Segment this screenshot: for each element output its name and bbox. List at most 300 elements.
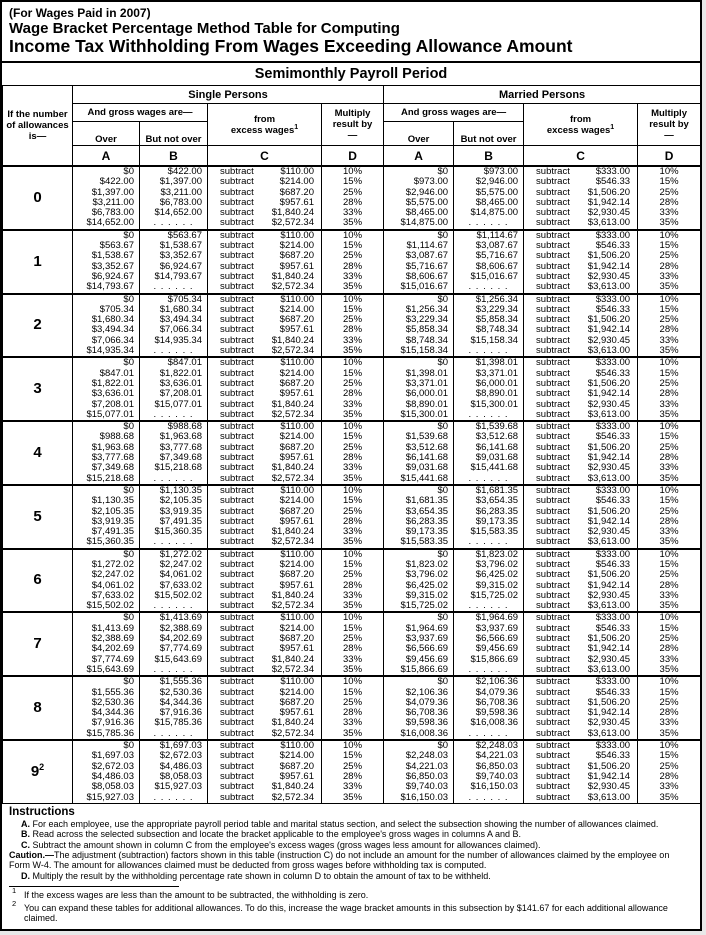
- multiply-rate-value: 28%: [659, 324, 679, 336]
- multiply-rate-value: 10%: [343, 357, 363, 369]
- single-but-not-over-cell: [140, 485, 208, 549]
- but-not-over-value: $1,114.67: [476, 229, 519, 241]
- subtract-amount: $214.00: [279, 240, 314, 252]
- married-but-not-over-cell: [454, 612, 524, 676]
- subtract-amount: $3,613.00: [587, 345, 631, 357]
- subtract-amount: $2,930.45: [587, 207, 631, 219]
- subtract-amount: $1,506.20: [587, 505, 631, 517]
- over-value: $6,566.69: [405, 643, 449, 655]
- single-excess-wages-header: [208, 104, 322, 146]
- but-not-over-value: $847.01: [167, 357, 202, 369]
- subtract-word: subtract: [220, 663, 254, 675]
- but-not-over-value: $15,583.35: [470, 526, 519, 538]
- married-rate-cell: [638, 549, 701, 613]
- multiply-rate-value: 28%: [343, 515, 363, 527]
- over-value: $0: [437, 612, 449, 624]
- married-subtract-cell: [524, 421, 638, 485]
- subtract-amount: $957.61: [279, 324, 314, 336]
- subtract-word: subtract: [220, 377, 254, 389]
- over-value: $15,077.01: [86, 408, 134, 420]
- subtract-word: subtract: [220, 398, 254, 410]
- no-upper-limit-dots: . . . . . .: [468, 536, 509, 548]
- married-col-A: A: [384, 146, 454, 167]
- but-not-over-value: $2,388.69: [159, 622, 202, 634]
- multiply-rate-value: 28%: [343, 388, 363, 400]
- over-value: $705.34: [99, 303, 134, 315]
- allowance-group-1: [3, 230, 701, 294]
- allowance-group-9: [3, 740, 701, 803]
- married-persons-header: Married Persons: [384, 86, 701, 104]
- but-not-over-value: $4,079.36: [475, 686, 519, 698]
- subtract-amount: $1,506.20: [587, 441, 631, 453]
- subtract-amount: $1,840.24: [271, 462, 314, 474]
- subtract-line: [208, 282, 321, 292]
- subtract-word: subtract: [536, 633, 570, 645]
- subtract-word: subtract: [220, 727, 254, 739]
- subtract-word: subtract: [536, 281, 570, 293]
- allowance-group-0: [3, 166, 701, 230]
- subtract-word: subtract: [220, 293, 254, 305]
- multiply-rate-value: 15%: [343, 431, 363, 443]
- wage-bracket-table: [2, 85, 701, 804]
- multiply-rate-value: 33%: [659, 717, 679, 729]
- single-over-cell: [73, 612, 140, 676]
- subtract-word: subtract: [536, 207, 570, 219]
- multiply-rate-value: 35%: [343, 600, 363, 612]
- subtract-amount: $957.61: [279, 579, 314, 591]
- allowance-count: 2: [33, 316, 42, 334]
- over-value: $3,371.01: [405, 377, 449, 389]
- no-upper-limit-dots: . . . . . .: [468, 217, 509, 229]
- subtract-word: subtract: [220, 579, 254, 591]
- but-not-over-value: $2,105.35: [159, 495, 202, 507]
- subtract-word: subtract: [536, 612, 570, 624]
- multiply-rate-value: 33%: [343, 462, 363, 474]
- multiply-rate-value: 15%: [343, 176, 363, 188]
- subtract-amount: $1,506.20: [587, 760, 631, 772]
- married-over-cell: [384, 549, 454, 613]
- subtract-word: subtract: [220, 388, 254, 400]
- no-upper-limit-dots: . . . . . .: [468, 472, 509, 484]
- over-value: $0: [437, 229, 449, 241]
- but-not-over-value: $7,491.35: [159, 515, 202, 527]
- subtract-line: [524, 793, 637, 803]
- but-not-over-value: $3,654.35: [475, 495, 519, 507]
- over-value: $1,681.35: [405, 495, 449, 507]
- footnote-2: 2 You can expand these tables for additional allowances. To do this, increase the wage bracket amounts in this subsection by $141.67 for each additional allowance claimed.: [12, 898, 668, 924]
- subtract-amount: $2,572.34: [271, 536, 314, 548]
- subtract-word: subtract: [536, 217, 570, 229]
- subtract-amount: $1,840.24: [271, 781, 314, 793]
- over-value: $0: [123, 484, 134, 496]
- multiply-rate-value: 25%: [659, 314, 679, 326]
- but-not-over-value: $973.00: [483, 166, 519, 177]
- subtract-amount: $214.00: [279, 558, 314, 570]
- subtract-amount: $333.00: [595, 740, 631, 752]
- but-not-over-value: $1,681.35: [475, 484, 519, 496]
- subtract-amount: $687.20: [279, 760, 314, 772]
- subtract-word: subtract: [536, 760, 570, 772]
- multiply-rate-value: 15%: [659, 750, 679, 762]
- over-value: $1,822.01: [91, 377, 134, 389]
- instruction-c: [9, 840, 692, 850]
- over-value: $6,283.35: [405, 515, 449, 527]
- no-upper-limit-dots: . . . . . .: [153, 663, 194, 675]
- subtract-word: subtract: [220, 281, 254, 293]
- subtract-word: subtract: [220, 781, 254, 793]
- instruction-a-text: For each employee, use the appropriate payroll period table and marital status section, and select the subsection showing the number of allowances claimed.: [30, 818, 659, 829]
- but-not-over-value: $3,512.68: [475, 431, 519, 443]
- subtract-word: subtract: [536, 388, 570, 400]
- subtract-amount: $1,942.14: [587, 579, 631, 591]
- subtract-amount: $2,572.34: [271, 345, 314, 357]
- subtract-amount: $110.00: [280, 421, 314, 433]
- no-upper-limit-dots: . . . . . .: [153, 345, 194, 357]
- subtract-word: subtract: [220, 612, 254, 624]
- subtract-amount: $2,930.45: [587, 653, 631, 665]
- over-value: $7,774.69: [91, 653, 134, 665]
- instruction-b-lead: B.: [21, 829, 30, 840]
- subtract-word: subtract: [220, 505, 254, 517]
- subtract-word: subtract: [536, 334, 570, 346]
- wages-paid-year-line: (For Wages Paid in 2007): [9, 6, 151, 20]
- no-upper-limit-dots: . . . . . .: [153, 536, 194, 548]
- subtract-amount: $1,506.20: [587, 633, 631, 645]
- subtract-amount: $333.00: [595, 548, 631, 560]
- married-subtract-cell: [524, 357, 638, 421]
- single-subtract-cell: [208, 166, 322, 230]
- subtract-word: subtract: [220, 569, 254, 581]
- subtract-amount: $110.00: [280, 484, 314, 496]
- subtract-amount: $1,840.24: [271, 653, 314, 665]
- but-not-over-value: $2,530.36: [159, 686, 202, 698]
- over-value: $0: [123, 612, 134, 624]
- multiply-rate-value: 33%: [659, 589, 679, 601]
- but-not-over-value: $16,150.03: [470, 781, 519, 793]
- subtract-word: subtract: [220, 314, 254, 326]
- over-value: $3,937.69: [405, 633, 449, 645]
- multiply-rate-value: 35%: [659, 345, 679, 357]
- but-not-over-value: $6,141.68: [475, 441, 519, 453]
- subtract-word: subtract: [220, 462, 254, 474]
- multiply-rate-value: 33%: [343, 270, 363, 282]
- multiply-rate-value: 35%: [343, 791, 363, 803]
- over-value: $6,000.01: [405, 388, 449, 400]
- multiply-rate-value: 28%: [659, 579, 679, 591]
- married-over-cell: [384, 612, 454, 676]
- married-but-not-over-header: But not over: [454, 122, 524, 146]
- allowance-footnote-ref: 2: [39, 761, 45, 772]
- over-value: $3,796.02: [405, 569, 449, 581]
- but-not-over-value: $1,680.34: [159, 303, 202, 315]
- subtract-line: [208, 782, 321, 792]
- subtract-word: subtract: [220, 791, 254, 803]
- multiply-rate-value: 33%: [343, 589, 363, 601]
- over-value: $4,079.36: [405, 696, 449, 708]
- but-not-over-value: $15,077.01: [154, 398, 202, 410]
- single-subtract-cell: [208, 676, 322, 740]
- but-not-over-value: $6,783.00: [159, 196, 202, 208]
- single-but-not-over-cell: [140, 294, 208, 358]
- subtract-word: subtract: [220, 770, 254, 782]
- married-but-not-over-cell: [454, 549, 524, 613]
- over-value: $0: [123, 357, 134, 369]
- subtract-word: subtract: [536, 229, 570, 241]
- allowance-count: 4: [33, 443, 42, 461]
- subtract-amount: $687.20: [279, 569, 314, 581]
- subtract-amount: $3,613.00: [587, 217, 631, 229]
- gross-wages-header-row: [3, 104, 701, 122]
- multiply-rate-value: 15%: [343, 495, 363, 507]
- allowance-number: [3, 230, 73, 294]
- but-not-over-value: $15,785.36: [154, 717, 202, 729]
- multiply-rate-value: 10%: [343, 548, 363, 560]
- multiply-rate-value: 15%: [659, 558, 679, 570]
- multiply-rate-value: 10%: [343, 293, 363, 305]
- instructions-title: Instructions: [9, 805, 75, 818]
- subtract-word: subtract: [536, 270, 570, 282]
- multiply-rate-value: 33%: [659, 270, 679, 282]
- allowance-group-6: [3, 549, 701, 613]
- subtract-amount: $110.00: [280, 166, 314, 177]
- over-value: $8,058.03: [91, 781, 134, 793]
- over-value: $9,740.03: [405, 781, 449, 793]
- but-not-over-value: $1,964.69: [475, 612, 519, 624]
- single-subtract-cell: [208, 740, 322, 803]
- footnote-divider: [9, 886, 179, 887]
- subtract-amount: $333.00: [595, 612, 631, 624]
- no-upper-limit-dots: . . . . . .: [153, 408, 194, 420]
- single-subtract-cell: [208, 421, 322, 485]
- multiply-rate-value: 33%: [659, 781, 679, 793]
- but-not-over-value: $422.00: [167, 166, 202, 177]
- married-rate-cell: [638, 357, 701, 421]
- allowance-number: [3, 166, 73, 230]
- no-upper-limit-dots: . . . . . .: [153, 281, 194, 293]
- over-value: $1,413.69: [91, 622, 134, 634]
- multiply-rate-value: 35%: [659, 727, 679, 739]
- no-upper-limit-dots: . . . . . .: [468, 408, 509, 420]
- over-value: $6,783.00: [91, 207, 134, 219]
- over-value: $15,725.02: [400, 600, 449, 612]
- over-value: $16,150.03: [400, 791, 449, 803]
- multiply-rate-value: 25%: [343, 377, 363, 389]
- over-value: $16,008.36: [400, 727, 449, 739]
- multiply-rate-value: 10%: [343, 421, 363, 433]
- subtract-amount: $2,572.34: [271, 791, 314, 803]
- single-rate-cell: [322, 676, 384, 740]
- multiply-rate-value: 25%: [659, 505, 679, 517]
- over-value: $988.68: [99, 431, 134, 443]
- column-letter-row: [3, 146, 701, 167]
- subtract-line: [208, 346, 321, 356]
- over-value: $4,486.03: [91, 770, 134, 782]
- subtract-amount: $214.00: [279, 431, 314, 443]
- multiply-rate-value: 33%: [343, 717, 363, 729]
- but-not-over-value: $6,566.69: [475, 633, 519, 645]
- subtract-word: subtract: [536, 717, 570, 729]
- subtract-amount: $957.61: [279, 260, 314, 272]
- but-not-over-value: $2,106.36: [475, 676, 519, 688]
- instruction-d-text: Multiply the result by the withholding percentage rate shown in column D to obtain the amount of tax to be withheld.: [30, 870, 491, 881]
- subtract-line: [208, 474, 321, 484]
- but-not-over-value: $4,061.02: [159, 569, 202, 581]
- but-not-over-value: $15,502.02: [154, 589, 202, 601]
- subtract-amount: $3,613.00: [587, 727, 631, 739]
- married-over-header: Over: [384, 122, 454, 146]
- multiply-rate-value: 28%: [343, 707, 363, 719]
- footnote-1: 1 If the excess wages are less than the amount to be subtracted, the withholding is zero.: [12, 886, 369, 901]
- over-value: $15,785.36: [86, 727, 134, 739]
- multiply-rate-value: 15%: [343, 367, 363, 379]
- but-not-over-value: $9,598.36: [475, 707, 519, 719]
- over-value: $0: [437, 740, 449, 752]
- over-value: $1,130.35: [91, 495, 134, 507]
- over-value: $422.00: [99, 176, 134, 188]
- subtract-word: subtract: [220, 633, 254, 645]
- multiply-rate-value: 15%: [659, 303, 679, 315]
- single-but-not-over-cell: [140, 166, 208, 230]
- subtract-amount: $333.00: [595, 357, 631, 369]
- no-upper-limit-dots: . . . . . .: [468, 281, 509, 293]
- subtract-amount: $1,942.14: [587, 388, 631, 400]
- over-value: $1,256.34: [405, 303, 449, 315]
- subtract-amount: $1,942.14: [587, 515, 631, 527]
- multiply-rate-value: 25%: [343, 696, 363, 708]
- over-value: $9,456.69: [405, 653, 449, 665]
- allowance-number: [3, 549, 73, 613]
- subtract-word: subtract: [220, 600, 254, 612]
- over-value: $7,633.02: [91, 589, 134, 601]
- allowance-group-8: [3, 676, 701, 740]
- subtract-word: subtract: [220, 421, 254, 433]
- subtract-amount: $2,572.34: [271, 217, 314, 229]
- but-not-over-value: $16,008.36: [470, 717, 519, 729]
- multiply-rate-value: 33%: [659, 207, 679, 219]
- but-not-over-value: $14,875.00: [470, 207, 519, 219]
- subtract-word: subtract: [536, 663, 570, 675]
- allowance-count: 3: [33, 380, 42, 398]
- subtract-amount: $214.00: [279, 367, 314, 379]
- multiply-rate-value: 35%: [343, 536, 363, 548]
- multiply-rate-value: 35%: [343, 217, 363, 229]
- excess-line1: from: [253, 113, 276, 125]
- over-value: $15,360.35: [86, 536, 134, 548]
- over-value: $1,539.68: [405, 431, 449, 443]
- multiply-rate-value: 25%: [659, 250, 679, 262]
- single-over-cell: [73, 294, 140, 358]
- multiply-rate-value: 35%: [659, 408, 679, 420]
- single-subtract-cell: [208, 230, 322, 294]
- subtract-word: subtract: [220, 526, 254, 538]
- subtract-word: subtract: [220, 324, 254, 336]
- married-but-not-over-cell: [454, 421, 524, 485]
- but-not-over-value: $3,777.68: [159, 441, 202, 453]
- but-not-over-value: $8,748.34: [475, 324, 519, 336]
- multiply-rate-value: 33%: [659, 653, 679, 665]
- subtract-word: subtract: [536, 462, 570, 474]
- subtract-amount: $1,942.14: [587, 770, 631, 782]
- but-not-over-value: $15,927.03: [154, 781, 202, 793]
- but-not-over-value: $2,946.00: [475, 176, 519, 188]
- over-value: $7,916.36: [91, 717, 134, 729]
- multiply-rate-value: 28%: [659, 707, 679, 719]
- subtract-word: subtract: [220, 740, 254, 752]
- subtract-word: subtract: [220, 686, 254, 698]
- but-not-over-value: $3,937.69: [475, 622, 519, 634]
- page-title-line2: Income Tax Withholding From Wages Exceeding Allowance Amount: [9, 36, 573, 56]
- subtract-amount: $214.00: [279, 622, 314, 634]
- subtract-amount: $546.33: [595, 176, 631, 188]
- married-but-not-over-cell: [454, 740, 524, 803]
- over-value: $15,218.68: [86, 472, 134, 484]
- subtract-amount: $2,572.34: [271, 600, 314, 612]
- over-value: $563.67: [99, 240, 134, 252]
- married-but-not-over-cell: [454, 676, 524, 740]
- but-not-over-value: $1,397.00: [159, 176, 202, 188]
- over-value: $6,425.02: [405, 579, 449, 591]
- subtract-amount: $2,930.45: [587, 334, 631, 346]
- over-value: $2,106.36: [405, 686, 449, 698]
- subtract-word: subtract: [220, 166, 254, 177]
- multiply-rate-value: 35%: [343, 408, 363, 420]
- single-over-cell: [73, 740, 140, 803]
- no-upper-limit-dots: . . . . . .: [153, 472, 194, 484]
- subtract-line: [208, 537, 321, 547]
- allowance-count: 5: [33, 507, 42, 525]
- over-value: $8,606.67: [405, 270, 449, 282]
- but-not-over-value: $4,486.03: [159, 760, 202, 772]
- subtract-word: subtract: [220, 707, 254, 719]
- subtract-word: subtract: [536, 431, 570, 443]
- married-but-not-over-cell: [454, 230, 524, 294]
- no-upper-limit-dots: . . . . . .: [153, 600, 194, 612]
- multiply-rate-value: 10%: [343, 612, 363, 624]
- married-over-cell: [384, 166, 454, 230]
- page-title-line1: Wage Bracket Percentage Method Table for Computing: [9, 20, 400, 37]
- subtract-amount: $1,506.20: [587, 186, 631, 198]
- over-value: $4,344.36: [91, 707, 134, 719]
- allowance-group-5: [3, 485, 701, 549]
- allowance-count: 1: [33, 252, 42, 270]
- married-rate-cell: [638, 740, 701, 803]
- subtract-word: subtract: [220, 589, 254, 601]
- subtract-amount: $957.61: [279, 196, 314, 208]
- subtract-amount: $1,840.24: [271, 398, 314, 410]
- over-value: $1,697.03: [91, 750, 134, 762]
- but-not-over-value: $3,636.01: [159, 377, 202, 389]
- over-value: $9,031.68: [405, 462, 449, 474]
- subtract-amount: $1,506.20: [587, 377, 631, 389]
- but-not-over-value: $1,413.69: [159, 612, 202, 624]
- multiply-rate-value: 28%: [659, 452, 679, 464]
- over-value: $0: [123, 293, 134, 305]
- multiply-rate-value: 28%: [343, 770, 363, 782]
- multiply-rate-value: 25%: [343, 441, 363, 453]
- over-value: $4,202.69: [91, 643, 134, 655]
- subtract-amount: $214.00: [279, 495, 314, 507]
- excess-footnote-ref: 1: [294, 123, 299, 131]
- multiply-rate-value: 33%: [343, 526, 363, 538]
- subtract-line: [208, 496, 321, 506]
- multiply-rate-value: 15%: [343, 622, 363, 634]
- subtract-amount: $687.20: [279, 250, 314, 262]
- no-upper-limit-dots: . . . . . .: [468, 727, 509, 739]
- single-rate-cell: [322, 421, 384, 485]
- over-value: $2,530.36: [91, 696, 134, 708]
- allowance-number: [3, 357, 73, 421]
- subtract-word: subtract: [536, 569, 570, 581]
